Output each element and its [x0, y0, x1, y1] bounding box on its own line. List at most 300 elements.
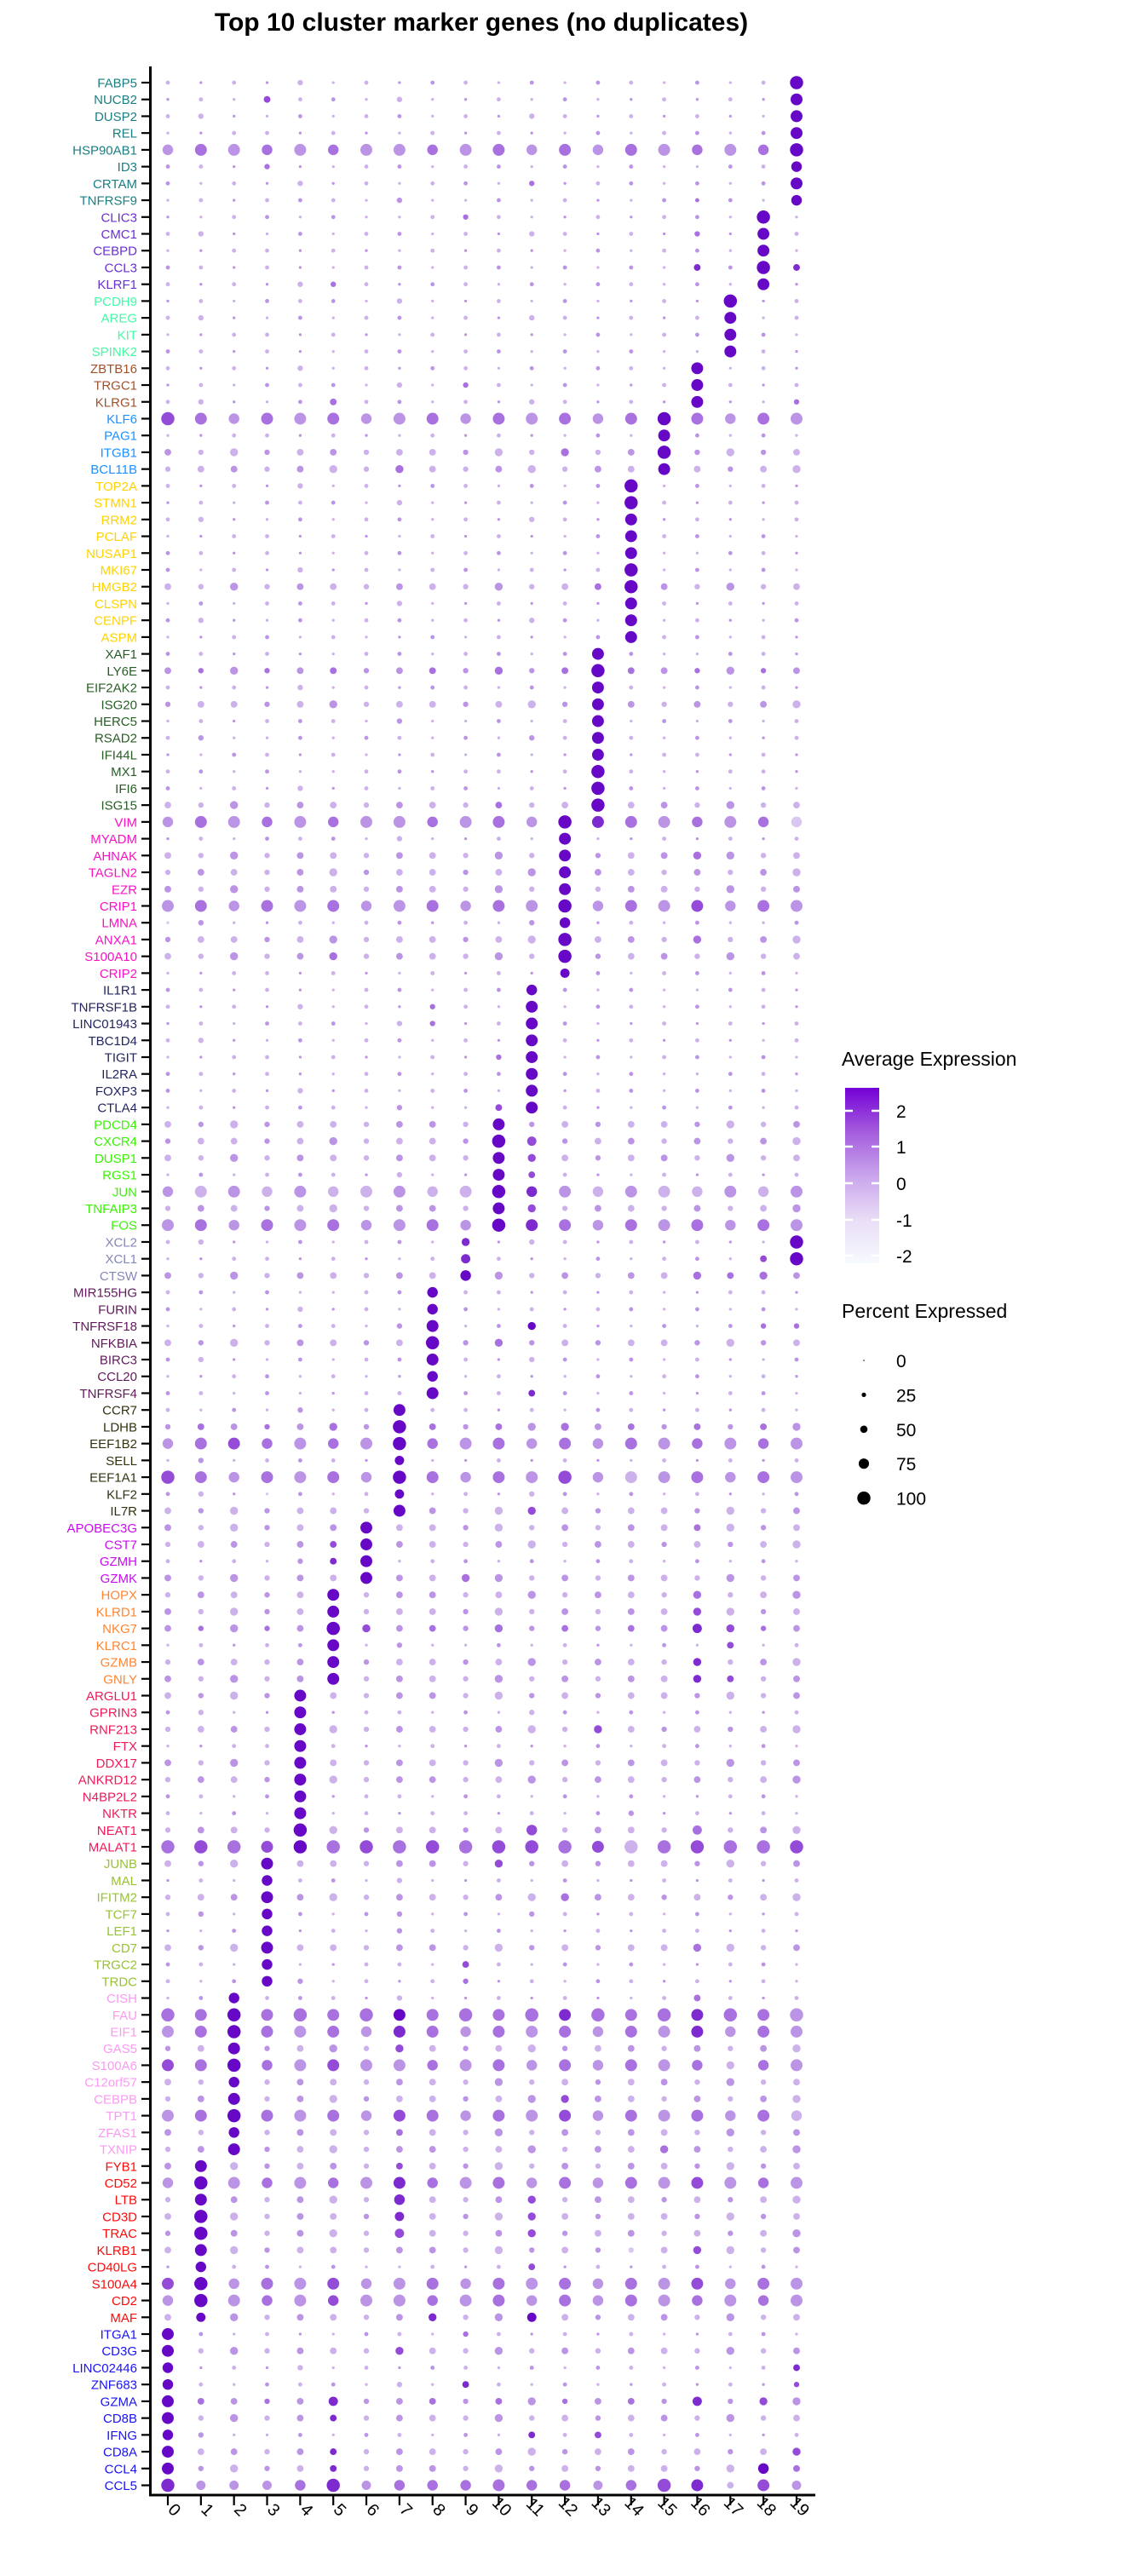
dot [328, 2295, 338, 2305]
dot [661, 584, 668, 590]
dot [724, 1186, 736, 1198]
dot [394, 2177, 406, 2189]
dot [332, 1005, 335, 1008]
dot [793, 264, 800, 271]
dot [531, 635, 533, 638]
dot [397, 1291, 401, 1295]
dot [694, 2466, 699, 2471]
dot [232, 1055, 236, 1060]
dot [295, 2480, 305, 2490]
dot [166, 1879, 169, 1882]
dot [162, 2278, 174, 2290]
dot [591, 782, 604, 795]
dot [332, 182, 335, 185]
dot [296, 1676, 303, 1682]
dot [163, 1187, 173, 1197]
dot [397, 1642, 402, 1647]
dot [563, 1409, 566, 1412]
dot [663, 1980, 665, 1982]
dot [729, 81, 732, 83]
dot [595, 1659, 601, 1665]
dot [330, 449, 337, 456]
dot [266, 1039, 268, 1042]
colorbar-tick-label: 2 [896, 1102, 906, 1122]
dot [695, 114, 699, 118]
dot [729, 1929, 732, 1932]
dot [396, 1944, 403, 1951]
dot [232, 181, 236, 186]
dot [695, 618, 699, 623]
dot [396, 2246, 403, 2253]
gene-label: PCDH9 [94, 294, 137, 309]
dot [332, 1090, 335, 1092]
dot [166, 1929, 169, 1932]
dot [791, 1438, 803, 1450]
dot [629, 1559, 633, 1563]
dot [460, 2480, 470, 2490]
gene-label: EEF1B2 [89, 1437, 137, 1452]
dot [497, 1072, 501, 1076]
dot [628, 886, 635, 893]
dot [625, 2278, 637, 2290]
dot [561, 2079, 568, 2085]
dot [199, 1625, 204, 1630]
dot [331, 2383, 336, 2387]
dot [663, 1005, 665, 1008]
dot [727, 1607, 734, 1615]
dot [561, 1894, 568, 1901]
dot [330, 1272, 337, 1279]
dot [791, 2110, 802, 2120]
dot [299, 1291, 302, 1293]
dot [729, 434, 732, 437]
dot [262, 2295, 272, 2305]
dot [761, 1625, 766, 1630]
dot [199, 349, 203, 354]
dot [563, 618, 567, 623]
dot [230, 2246, 238, 2254]
x-axis-label: 16 [687, 2493, 714, 2521]
dot [464, 1459, 467, 1462]
gene-label: AHNAK [93, 848, 137, 864]
dot [394, 2194, 405, 2205]
dot [661, 1339, 668, 1346]
dot [761, 2130, 766, 2135]
dot [163, 2379, 173, 2389]
dot [166, 551, 170, 555]
dot [464, 972, 467, 975]
dot [332, 619, 335, 622]
dot [497, 1929, 501, 1933]
dot [659, 1471, 670, 1483]
dot [166, 198, 169, 201]
dot [526, 413, 538, 425]
dot [265, 249, 269, 253]
dot [596, 2466, 601, 2471]
dot [596, 971, 600, 975]
dot [199, 535, 202, 538]
dot [531, 1997, 533, 1999]
dot [297, 80, 302, 85]
dot [330, 1944, 337, 1951]
dot [693, 2396, 702, 2406]
dot [195, 2110, 207, 2122]
dot [530, 2366, 534, 2370]
dot [790, 2009, 803, 2021]
gene-label: EEF1A1 [89, 1470, 137, 1486]
dot [230, 1675, 238, 1682]
gene-label: HOPX [101, 1588, 137, 1603]
dot [199, 1257, 202, 1260]
dot [296, 1944, 303, 1951]
dot [625, 2295, 637, 2307]
dot [661, 2314, 668, 2320]
dot [561, 1759, 568, 1766]
dot [296, 449, 303, 456]
dot [264, 2096, 269, 2102]
dot [166, 652, 170, 656]
dot [396, 1659, 403, 1665]
dot [396, 667, 403, 674]
dot [163, 2177, 173, 2188]
dot [463, 870, 468, 875]
dot [530, 1811, 534, 1815]
dot [693, 1726, 700, 1733]
dot [199, 1173, 203, 1177]
dot [365, 1997, 367, 1999]
dot [630, 98, 632, 101]
dot [793, 449, 800, 456]
dot [563, 1072, 567, 1076]
gene-label: CCL5 [104, 2479, 137, 2494]
dot [232, 1979, 236, 1983]
dot [264, 1575, 269, 1580]
dot [727, 1642, 734, 1648]
dot [298, 2383, 302, 2387]
dot [790, 76, 803, 89]
dot [531, 2332, 533, 2335]
dot [561, 2415, 568, 2422]
dot [199, 1878, 203, 1883]
dot [693, 2196, 700, 2203]
dot [729, 1745, 732, 1747]
gene-label: LINC01943 [72, 1017, 137, 1032]
dot [227, 2109, 240, 2122]
dot [762, 2383, 764, 2386]
dot [166, 1240, 170, 1245]
dot [230, 1574, 238, 1582]
dot [498, 1812, 500, 1814]
dot [530, 366, 534, 371]
dot [429, 2213, 436, 2220]
dot [761, 1945, 766, 1950]
dot [757, 2480, 769, 2492]
dot [397, 2433, 401, 2437]
dot [724, 346, 736, 358]
dot [163, 2295, 173, 2305]
dot [762, 988, 766, 992]
dot [563, 652, 567, 656]
dot [396, 2096, 403, 2102]
dot [165, 2046, 170, 2051]
percent-legend-label: 25 [896, 1386, 917, 1406]
dot [591, 664, 604, 677]
gene-label: CCL3 [104, 261, 137, 276]
dot [396, 2314, 403, 2320]
dot [728, 837, 733, 841]
gene-label: PAG1 [104, 428, 137, 444]
dot [761, 2079, 766, 2084]
dot [661, 1424, 666, 1429]
gene-label: CRTAM [93, 176, 137, 192]
dot [265, 1324, 269, 1328]
gene-label: S100A6 [91, 2058, 137, 2073]
dot [232, 1811, 236, 1815]
dot [331, 1878, 336, 1883]
dot [695, 1929, 699, 1933]
dot [463, 1727, 468, 1732]
dot [397, 400, 401, 404]
dot [265, 988, 269, 992]
dot [529, 1273, 534, 1278]
dot [563, 1055, 566, 1058]
dot [663, 283, 665, 285]
dot [398, 485, 400, 487]
dot [331, 719, 336, 723]
dot [199, 1375, 202, 1377]
dot [294, 1740, 306, 1752]
dot [495, 885, 503, 893]
dot [161, 412, 174, 425]
dot [526, 1471, 538, 1483]
dot [792, 1658, 800, 1665]
dot [294, 1706, 306, 1718]
dot [728, 198, 733, 203]
dot [332, 653, 335, 655]
dot [164, 2213, 171, 2220]
dot [757, 1219, 769, 1231]
dot [558, 1840, 571, 1853]
dot [265, 719, 269, 723]
dot [696, 1392, 699, 1394]
dot [727, 1676, 734, 1682]
dot [724, 1840, 737, 1853]
dot [761, 1693, 766, 1698]
dot [429, 2079, 436, 2085]
dot [762, 1879, 764, 1882]
dot [397, 921, 401, 925]
dot [630, 972, 632, 975]
dot [332, 568, 335, 571]
dot [728, 467, 733, 472]
dot [199, 182, 202, 185]
dot [364, 2449, 369, 2454]
dot [463, 786, 468, 791]
dot [628, 1676, 635, 1682]
dot [365, 266, 369, 270]
dot [199, 2366, 202, 2369]
dot [728, 1391, 733, 1395]
dot [327, 1219, 339, 1231]
dot [396, 1776, 403, 1783]
dot [729, 619, 732, 622]
dot [228, 2043, 240, 2055]
dot [628, 2045, 635, 2052]
gene-label: LINC02446 [72, 2360, 137, 2376]
dot [596, 1879, 599, 1882]
dot [330, 667, 337, 674]
dot [629, 232, 633, 236]
dot [495, 466, 502, 473]
dot [596, 1929, 600, 1933]
dot [661, 1592, 666, 1597]
dot [528, 2397, 536, 2405]
dot [629, 366, 633, 371]
dot [397, 1358, 401, 1362]
dot [464, 1022, 467, 1025]
dot [431, 2332, 434, 2335]
gene-label: CCL4 [104, 2462, 137, 2477]
dot [231, 1894, 238, 1900]
dot [695, 2265, 699, 2269]
dot [166, 300, 169, 302]
dot [760, 1423, 767, 1430]
dot [531, 165, 533, 168]
dot [695, 568, 699, 572]
dot [696, 1291, 699, 1293]
dot [628, 2213, 635, 2220]
dot [760, 2045, 767, 2052]
dot [526, 2110, 538, 2122]
dot [331, 131, 336, 135]
dot [757, 279, 769, 290]
dot [728, 1592, 733, 1597]
dot [330, 1508, 337, 1515]
dot [166, 1912, 170, 1916]
dot [365, 2433, 369, 2437]
dot [729, 1358, 732, 1360]
dot [728, 164, 733, 169]
dot [762, 720, 764, 722]
dot [299, 434, 302, 437]
dot [431, 1107, 434, 1109]
dot [561, 1339, 568, 1346]
dot [661, 1895, 666, 1900]
dot [625, 514, 637, 526]
dot [661, 1205, 666, 1210]
dot [696, 1459, 699, 1462]
dot [629, 1358, 633, 1362]
dot [761, 802, 766, 808]
dot [398, 635, 400, 638]
gene-label: JUN [112, 1185, 137, 1200]
dot [693, 1138, 700, 1145]
dot [266, 1090, 268, 1092]
dot [397, 551, 401, 555]
dot [559, 144, 571, 156]
dot [694, 1575, 699, 1580]
dot [365, 568, 369, 572]
dot [230, 1120, 238, 1128]
dot [364, 1676, 369, 1682]
gene-label: KLRF1 [97, 278, 137, 293]
dot [199, 1458, 204, 1463]
dot [296, 1508, 303, 1515]
dot [694, 2314, 699, 2320]
dot [199, 668, 204, 673]
dot [464, 1055, 467, 1058]
dot [163, 2362, 173, 2372]
dot [530, 282, 534, 286]
dot [199, 132, 202, 135]
dot [195, 900, 207, 912]
dot [760, 936, 767, 943]
dot [265, 837, 269, 841]
dot [495, 701, 502, 708]
dot [296, 886, 303, 893]
dot [696, 837, 699, 840]
dot [195, 2009, 207, 2021]
dot [729, 115, 732, 118]
dot [364, 2314, 369, 2320]
dot [233, 1392, 235, 1394]
dot [166, 618, 170, 623]
dot [761, 1676, 766, 1682]
dot [397, 349, 401, 354]
dot [760, 1541, 767, 1548]
dot [595, 1205, 601, 1212]
dot [297, 1307, 302, 1312]
dot [364, 702, 369, 707]
dot [265, 2332, 269, 2337]
dot [529, 1693, 534, 1698]
dot [166, 98, 169, 101]
dot [563, 132, 566, 135]
dot [162, 2059, 174, 2071]
dot [729, 787, 732, 790]
dot [596, 1340, 601, 1345]
dot [298, 1173, 302, 1177]
dot [195, 1438, 207, 1450]
dot [695, 517, 699, 521]
dot [659, 463, 670, 475]
dot [265, 501, 269, 505]
dot [663, 1090, 665, 1092]
dot [166, 132, 169, 135]
dot [364, 1760, 369, 1765]
dot [531, 1257, 533, 1260]
dot [691, 1840, 704, 1853]
dot [396, 1591, 403, 1598]
dot [231, 1659, 238, 1665]
dot [629, 1291, 633, 1295]
dot [330, 852, 337, 859]
dot [595, 2431, 601, 2438]
dot [663, 1912, 665, 1915]
x-axis-label: 1 [197, 2500, 217, 2521]
dot [233, 1325, 235, 1327]
dot [394, 1489, 404, 1498]
dot [762, 1240, 764, 1243]
dot [628, 2079, 635, 2085]
dot [727, 1339, 734, 1347]
dot [365, 551, 369, 555]
dot [561, 2129, 568, 2136]
dot [298, 232, 302, 236]
gene-label: MAL [111, 1873, 137, 1889]
dot [497, 349, 501, 354]
dot [728, 1777, 733, 1782]
